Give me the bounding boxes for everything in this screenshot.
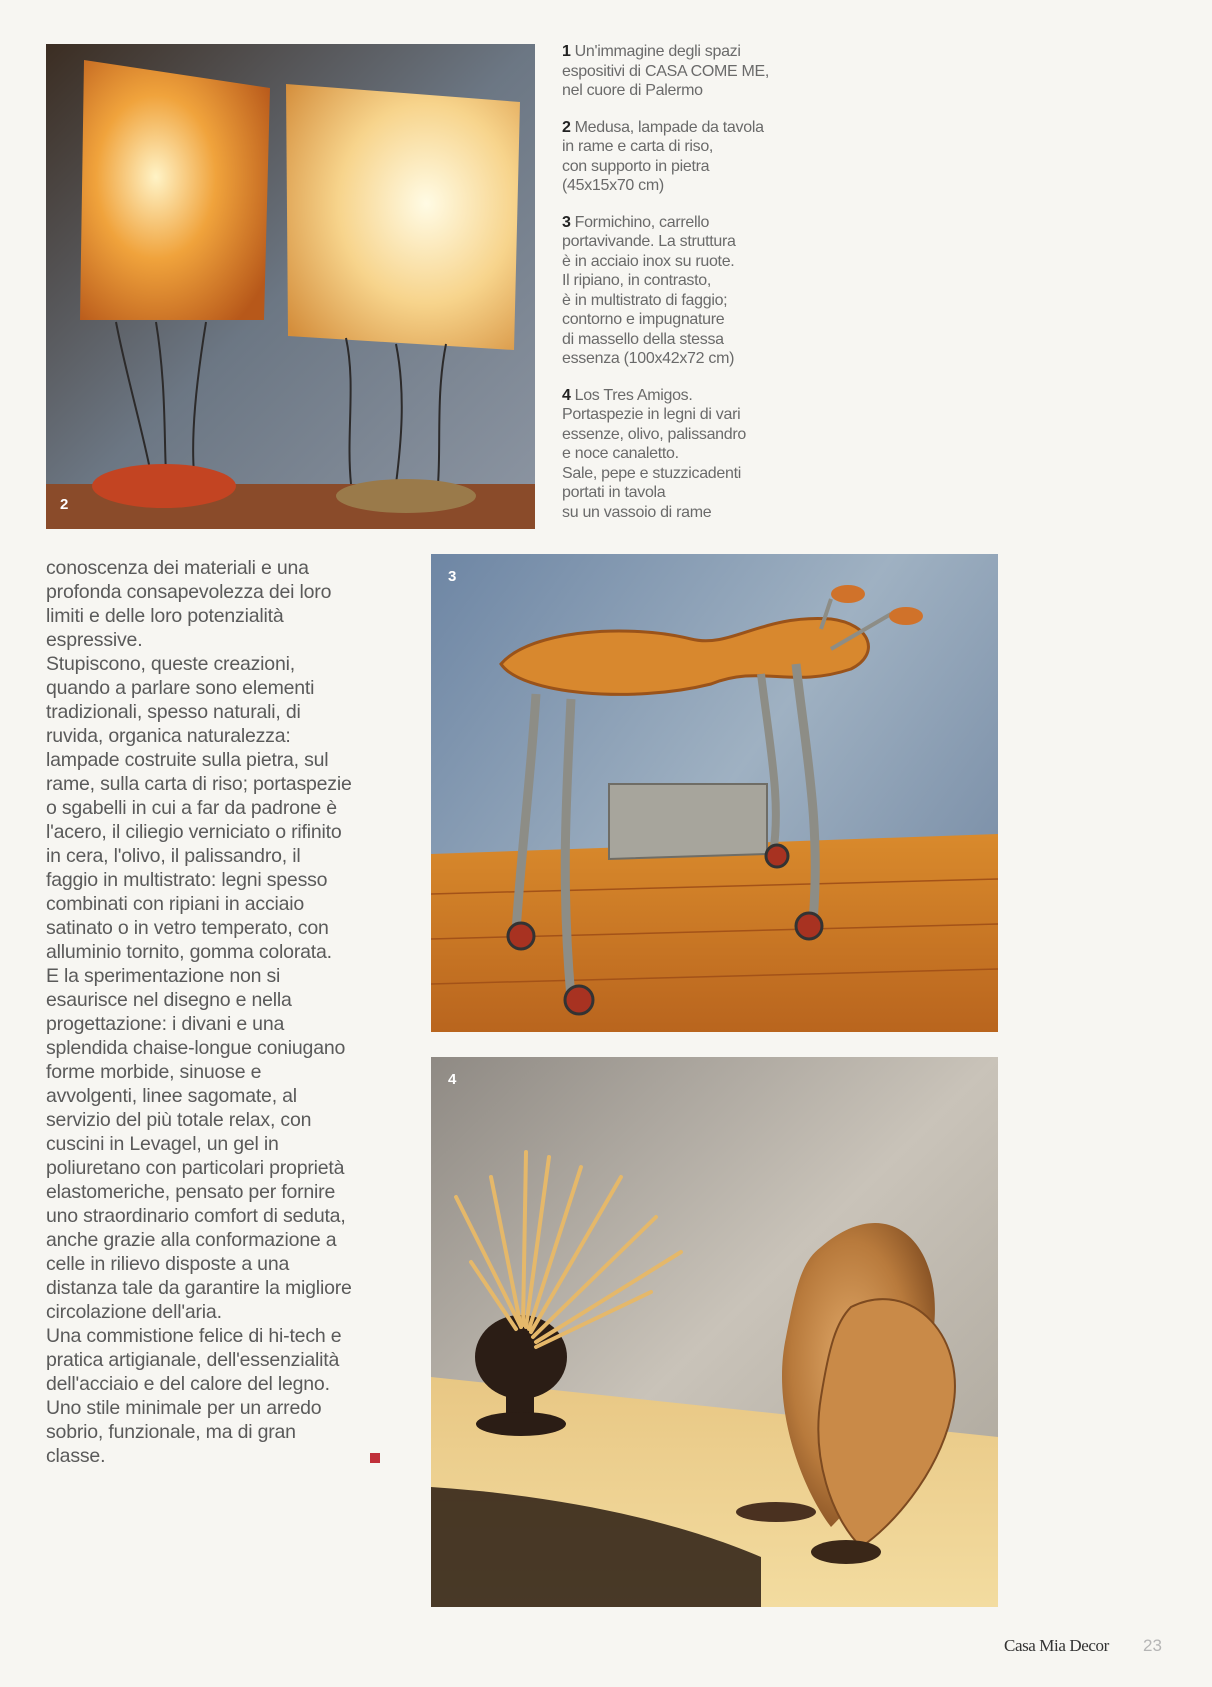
body-line: Uno stile minimale per un arredo <box>46 1397 322 1419</box>
caption-line: con supporto in pietra <box>562 157 710 175</box>
body-line: E la sperimentazione non si <box>46 965 281 987</box>
body-line: poliuretano con particolari proprietà <box>46 1157 345 1179</box>
caption-line: e noce canaletto. <box>562 445 679 462</box>
caption-line: su un vassoio di rame <box>562 503 712 521</box>
body-line: progettazione: i divani e una <box>46 1013 285 1035</box>
body-line: Una commistione felice di hi-tech e <box>46 1325 342 1347</box>
photo-medusa-lamps <box>46 44 535 529</box>
caption-line: espositivi di CASA COME ME, <box>562 62 770 80</box>
photo-formichino-trolley <box>431 554 998 1032</box>
caption-line: Sale, pepe e stuzzicadenti <box>562 464 741 482</box>
caption-line: è in multistrato di faggio; <box>562 291 728 309</box>
caption-line: contorno e impugnature <box>562 311 725 328</box>
body-line: rame, sulla carta di riso; portaspezie <box>46 773 352 795</box>
captions-column <box>562 42 822 539</box>
caption-line: in rame e carta di riso, <box>562 138 714 155</box>
medusa-lamps-illustration <box>46 44 535 529</box>
body-line: forme morbide, sinuose e <box>46 1061 262 1083</box>
caption-3 <box>562 213 822 369</box>
body-line: quando a parlare sono elementi <box>46 677 315 699</box>
caption-1 <box>562 42 822 101</box>
caption-4 <box>562 386 822 523</box>
body-line: conoscenza dei materiali e una <box>46 557 309 579</box>
body-line: limiti e delle loro potenzialità <box>46 605 284 627</box>
body-line: Stupiscono, queste creazioni, <box>46 653 295 675</box>
body-line: circolazione dell'aria. <box>46 1301 222 1323</box>
photo-number-4: 4 <box>448 1071 457 1088</box>
caption-line: portati in tavola <box>562 484 666 501</box>
body-line: servizio del più totale relax, con <box>46 1109 312 1131</box>
body-line: combinati con ripiani in acciaio <box>46 893 305 915</box>
caption-line: Il ripiano, in contrasto, <box>562 272 712 289</box>
photo-number-2: 2 <box>60 496 69 513</box>
body-line: celle in rilievo disposte a una <box>46 1253 290 1275</box>
caption-2 <box>562 118 822 196</box>
body-line: l'acero, il ciliegio verniciato o rifinito <box>46 821 342 843</box>
caption-line: nel cuore di Palermo <box>562 82 703 99</box>
body-line: satinato o in vetro temperato, con <box>46 917 329 939</box>
caption-line: (45x15x70 cm) <box>562 177 664 194</box>
body-line: alluminio tornito, gomma colorata. <box>46 941 332 963</box>
caption-number: 1 <box>562 43 571 60</box>
body-line: cuscini in Levagel, un gel in <box>46 1133 279 1155</box>
body-line: pratica artigianale, dell'essenzialità <box>46 1349 340 1371</box>
caption-number: 3 <box>562 213 571 231</box>
caption-number: 2 <box>562 118 571 136</box>
caption-line: è in acciaio inox su ruote. <box>562 252 735 270</box>
caption-line: Medusa, lampade da tavola <box>574 118 764 136</box>
caption-line: di massello della stessa <box>562 330 724 348</box>
caption-line: Formichino, carrello <box>574 213 710 231</box>
body-line: anche grazie alla conformazione a <box>46 1229 337 1251</box>
caption-line: Un'immagine degli spazi <box>574 43 741 60</box>
caption-line: Los Tres Amigos. <box>574 386 693 404</box>
caption-line: essenze, olivo, palissandro <box>562 425 747 443</box>
body-line: sobrio, funzionale, ma di gran <box>46 1421 296 1443</box>
caption-line: portavivande. La struttura <box>562 233 736 250</box>
body-line: espressive. <box>46 629 143 651</box>
photo-los-tres-amigos <box>431 1057 998 1607</box>
caption-line: Portaspezie in legni di vari <box>562 406 741 423</box>
body-line: ruvida, organica naturalezza: <box>46 725 291 747</box>
article-body <box>46 556 396 1468</box>
body-line: lampade costruite sulla pietra, sul <box>46 749 329 771</box>
body-line: distanza tale da garantire la migliore <box>46 1277 352 1299</box>
body-line: in cera, l'olivo, il palissandro, il <box>46 845 301 867</box>
photo-number-3: 3 <box>448 568 457 585</box>
page-number: 23 <box>1143 1636 1162 1655</box>
body-line: tradizionali, spesso naturali, di <box>46 701 301 723</box>
body-line: o sgabelli in cui a far da padrone è <box>46 797 337 819</box>
body-line: faggio in multistrato: legni spesso <box>46 869 328 891</box>
body-line: classe. <box>46 1445 106 1467</box>
trolley-illustration <box>431 554 998 1032</box>
magazine-brand: Casa Mia Decor <box>1004 1636 1109 1655</box>
body-line: elastomeriche, pensato per fornire <box>46 1181 336 1203</box>
article-end-mark <box>370 1453 380 1463</box>
spice-holders-illustration <box>431 1057 998 1607</box>
body-line: uno straordinario comfort di seduta, <box>46 1205 346 1227</box>
body-line: esaurisce nel disegno e nella <box>46 989 292 1011</box>
body-line: profonda consapevolezza dei loro <box>46 581 332 603</box>
body-line: avvolgenti, linee sagomate, al <box>46 1085 297 1107</box>
body-line: dell'acciaio e del calore del legno. <box>46 1373 330 1395</box>
caption-number: 4 <box>562 386 571 404</box>
body-line: splendida chaise-longue coniugano <box>46 1037 346 1059</box>
caption-line: essenza (100x42x72 cm) <box>562 350 735 367</box>
